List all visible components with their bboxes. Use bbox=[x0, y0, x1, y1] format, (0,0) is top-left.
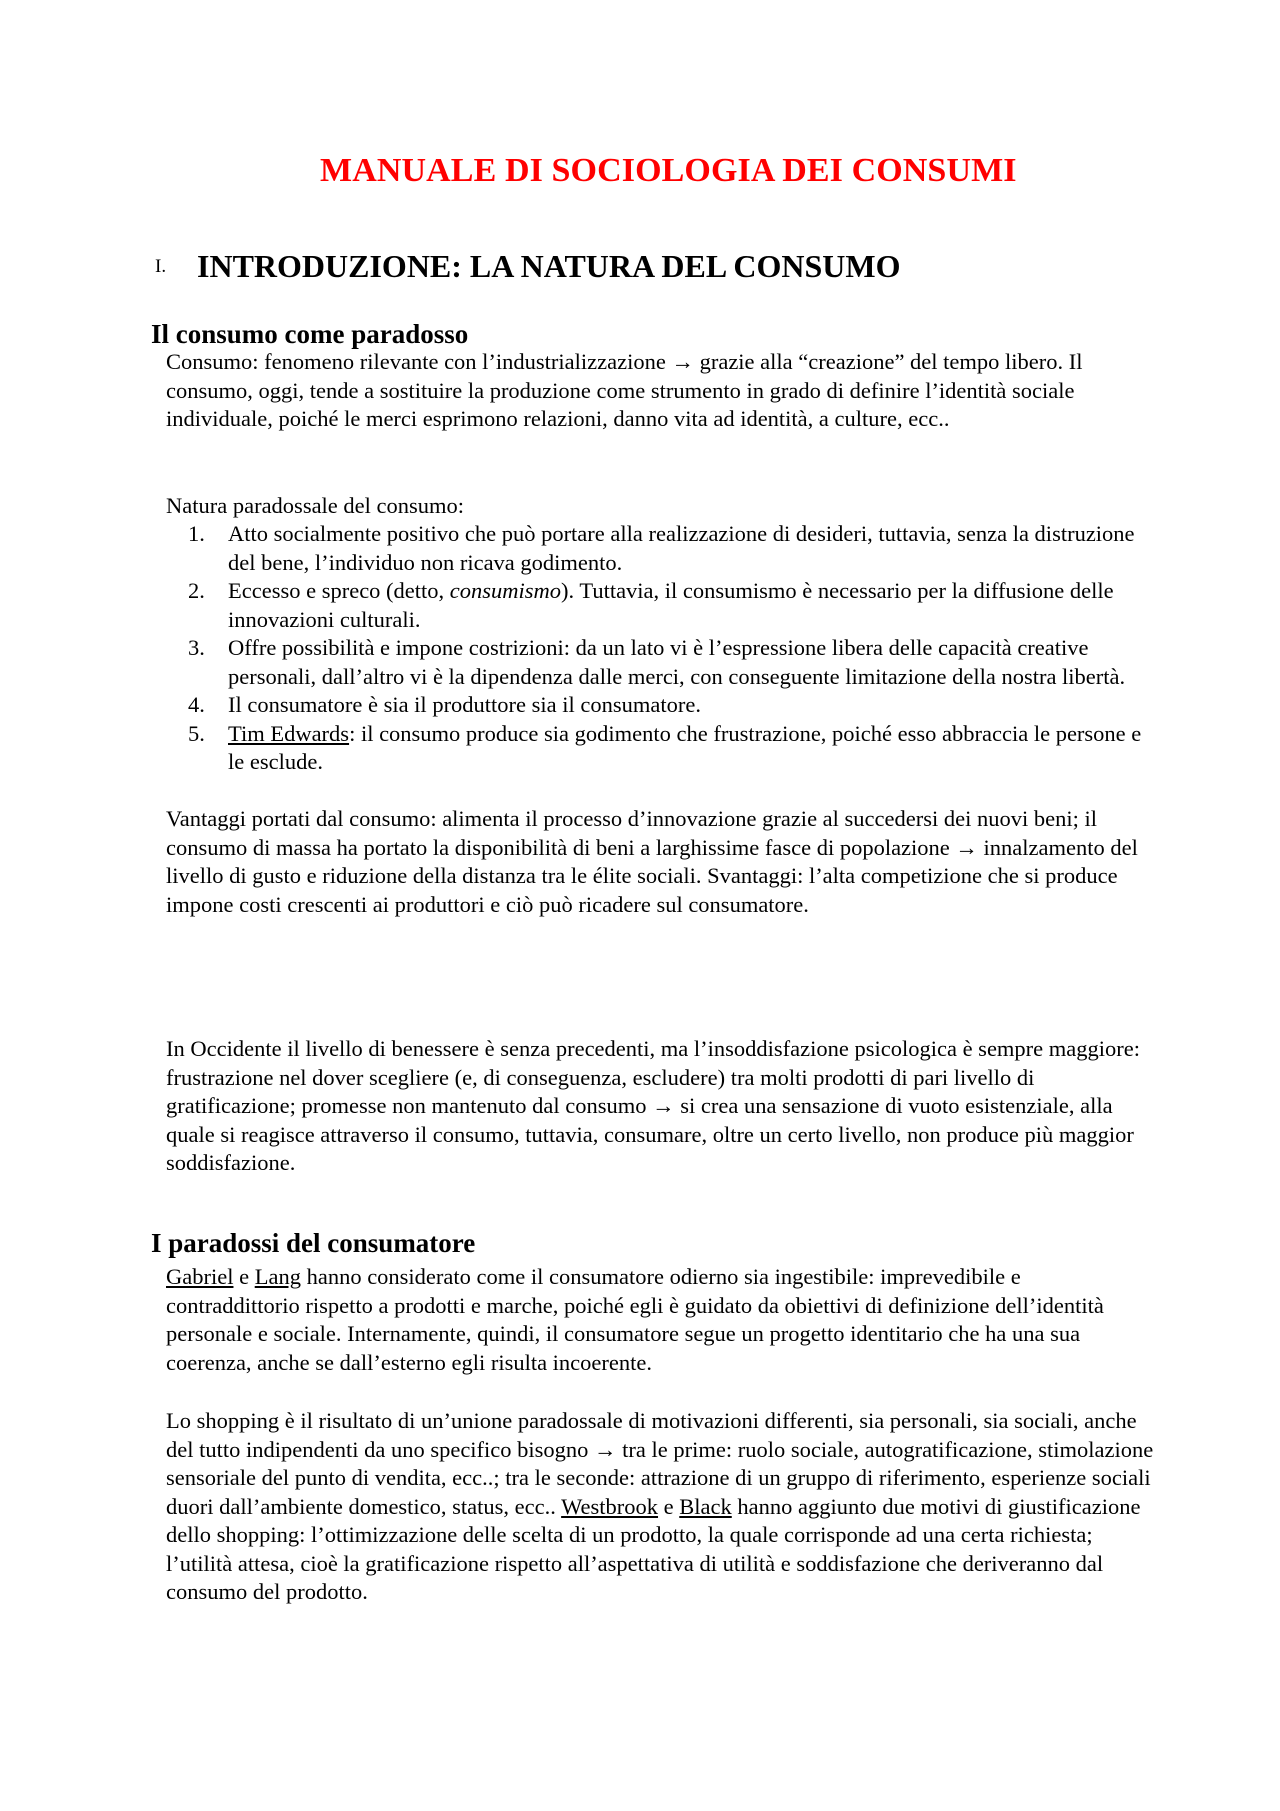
author-link-tim-edwards[interactable]: Tim Edwards bbox=[228, 720, 350, 746]
author-link-black[interactable]: Black bbox=[679, 1493, 732, 1519]
chapter-title: INTRODUZIONE: LA NATURA DEL CONSUMO bbox=[197, 248, 901, 284]
list-item bbox=[166, 577, 1156, 634]
emphasis-consumismo: consumismo bbox=[449, 578, 562, 603]
paragraph-text: hanno considerato come il consumatore odierno sia ingestibile: imprevedibile e contraddittorio rispetto a prodotti e marche, poiché egli è guidato da obiettivi di definizione dell’identità personale e sociale. Internamente, quindi, il consumatore segue un progetto identitario che ha una sua coerenza, anche se dall’esterno egli risulta incoerente. bbox=[166, 1264, 1104, 1375]
list-item-text: Atto socialmente positivo che può portare alla realizzazione di desideri, tuttavia, senza la distruzione del bene, l’individuo non ricava godimento. bbox=[228, 521, 1135, 575]
list-number: 2. bbox=[188, 578, 205, 603]
paragraph-occidente: In Occidente il livello di benessere è senza precedenti, ma l’insoddisfazione psicologica è sempre maggiore: frustrazione nel dover scegliere (e, di conseguenza, escludere) tra molti prodotti di pari livello di gratificazione; promesse non mantenuto dal consumo → si crea una sensazione di vuoto esistenziale, alla quale si reagisce attraverso il consumo, tuttavia, consumare, oltre un certo livello, non produce più maggior soddisfazione. bbox=[166, 1036, 1141, 1175]
chapter-heading bbox=[155, 248, 901, 285]
list-item-text: Il consumatore è sia il produttore sia il consumatore. bbox=[228, 692, 701, 717]
list-item-text: Offre possibilità e impone costrizioni: da un lato vi è l’espressione libera delle capacità creative personali, dall’altro vi è la dipendenza dalle merci, con conseguente limitazione della nostra libertà. bbox=[228, 635, 1126, 689]
list-item bbox=[166, 520, 1156, 577]
document-title: MANUALE DI SOCIOLOGIA DEI CONSUMI bbox=[320, 152, 1017, 189]
author-link-lang[interactable]: Lang bbox=[254, 1264, 301, 1289]
list-number: 4. bbox=[188, 692, 205, 717]
list-item bbox=[166, 691, 1156, 720]
list-number: 1. bbox=[188, 521, 205, 546]
chapter-number: I. bbox=[155, 255, 167, 277]
paragraph-text: hanno aggiunto due motivi di giustificazione dello shopping: l’ottimizzazione delle scelta di un prodotto, la quale corrisponde ad una certa richiesta; l’utilità attesa, cioè la gratificazione rispetto all’aspettativa di utilità e soddisfazione che deriveranno dal consumo del prodotto. bbox=[166, 1493, 1141, 1604]
list-item bbox=[166, 634, 1156, 691]
paradox-list bbox=[166, 520, 1156, 777]
paragraph-consumo-definizione: Consumo: fenomeno rilevante con l’industrializzazione → grazie alla “creazione” del tempo libero. Il consumo, oggi, tende a sostituire la produzione come strumento in grado di definire l’identità sociale individuale, poiché le merci esprimono relazioni, danno vita ad identità, a culture, ecc.. bbox=[166, 349, 1083, 431]
list-item-text-post: : il consumo produce sia godimento che frustrazione, poiché esso abbraccia le persone e le esclude. bbox=[228, 720, 1142, 774]
paragraph-vantaggi: Vantaggi portati dal consumo: alimenta il processo d’innovazione grazie al succedersi dei nuovi beni; il consumo di massa ha portato la disponibilità di beni a larghissime fasce di popolazione → innalzamento del livello di gusto e riduzione della distanza tra le élite sociali. Svantaggi: l’alta competizione che si produce impone costi crescenti ai produttori e ciò può ricadere sul consumatore. bbox=[166, 806, 1138, 917]
list-item bbox=[166, 720, 1156, 777]
paragraph-shopping bbox=[166, 1407, 1156, 1607]
author-link-gabriel[interactable]: Gabriel bbox=[166, 1264, 234, 1289]
list-item-text-pre: Eccesso e spreco (detto, bbox=[228, 578, 450, 603]
paragraph-text: Lo shopping è il risultato di un’unione paradossale di motivazioni differenti, sia personali, sia sociali, anche del tutto indipendenti da uno specifico bisogno → tra le prime: ruolo sociale, autogratificazione, stimolazione sensoriale del punto di vendita, ecc..; tra le seconde: attrazione di un gruppo di riferimento, esperienze sociali duori dall’ambiente domestico, status, ecc.. bbox=[166, 1408, 1154, 1519]
list-intro: Natura paradossale del consumo: bbox=[166, 493, 465, 518]
list-item-text-post: ). Tuttavia, il consumismo è necessario per la diffusione delle innovazioni culturali. bbox=[228, 578, 1114, 632]
list-number: 3. bbox=[188, 635, 205, 660]
section-heading-consumo-paradosso: Il consumo come paradosso bbox=[151, 319, 469, 349]
conjunction: e bbox=[233, 1264, 255, 1289]
section-heading-paradossi-consumatore: I paradossi del consumatore bbox=[151, 1228, 476, 1258]
conjunction: e bbox=[658, 1493, 680, 1519]
paragraph-gabriel-lang bbox=[166, 1263, 1156, 1377]
author-link-westbrook[interactable]: Westbrook bbox=[561, 1493, 659, 1519]
list-number: 5. bbox=[188, 720, 205, 746]
